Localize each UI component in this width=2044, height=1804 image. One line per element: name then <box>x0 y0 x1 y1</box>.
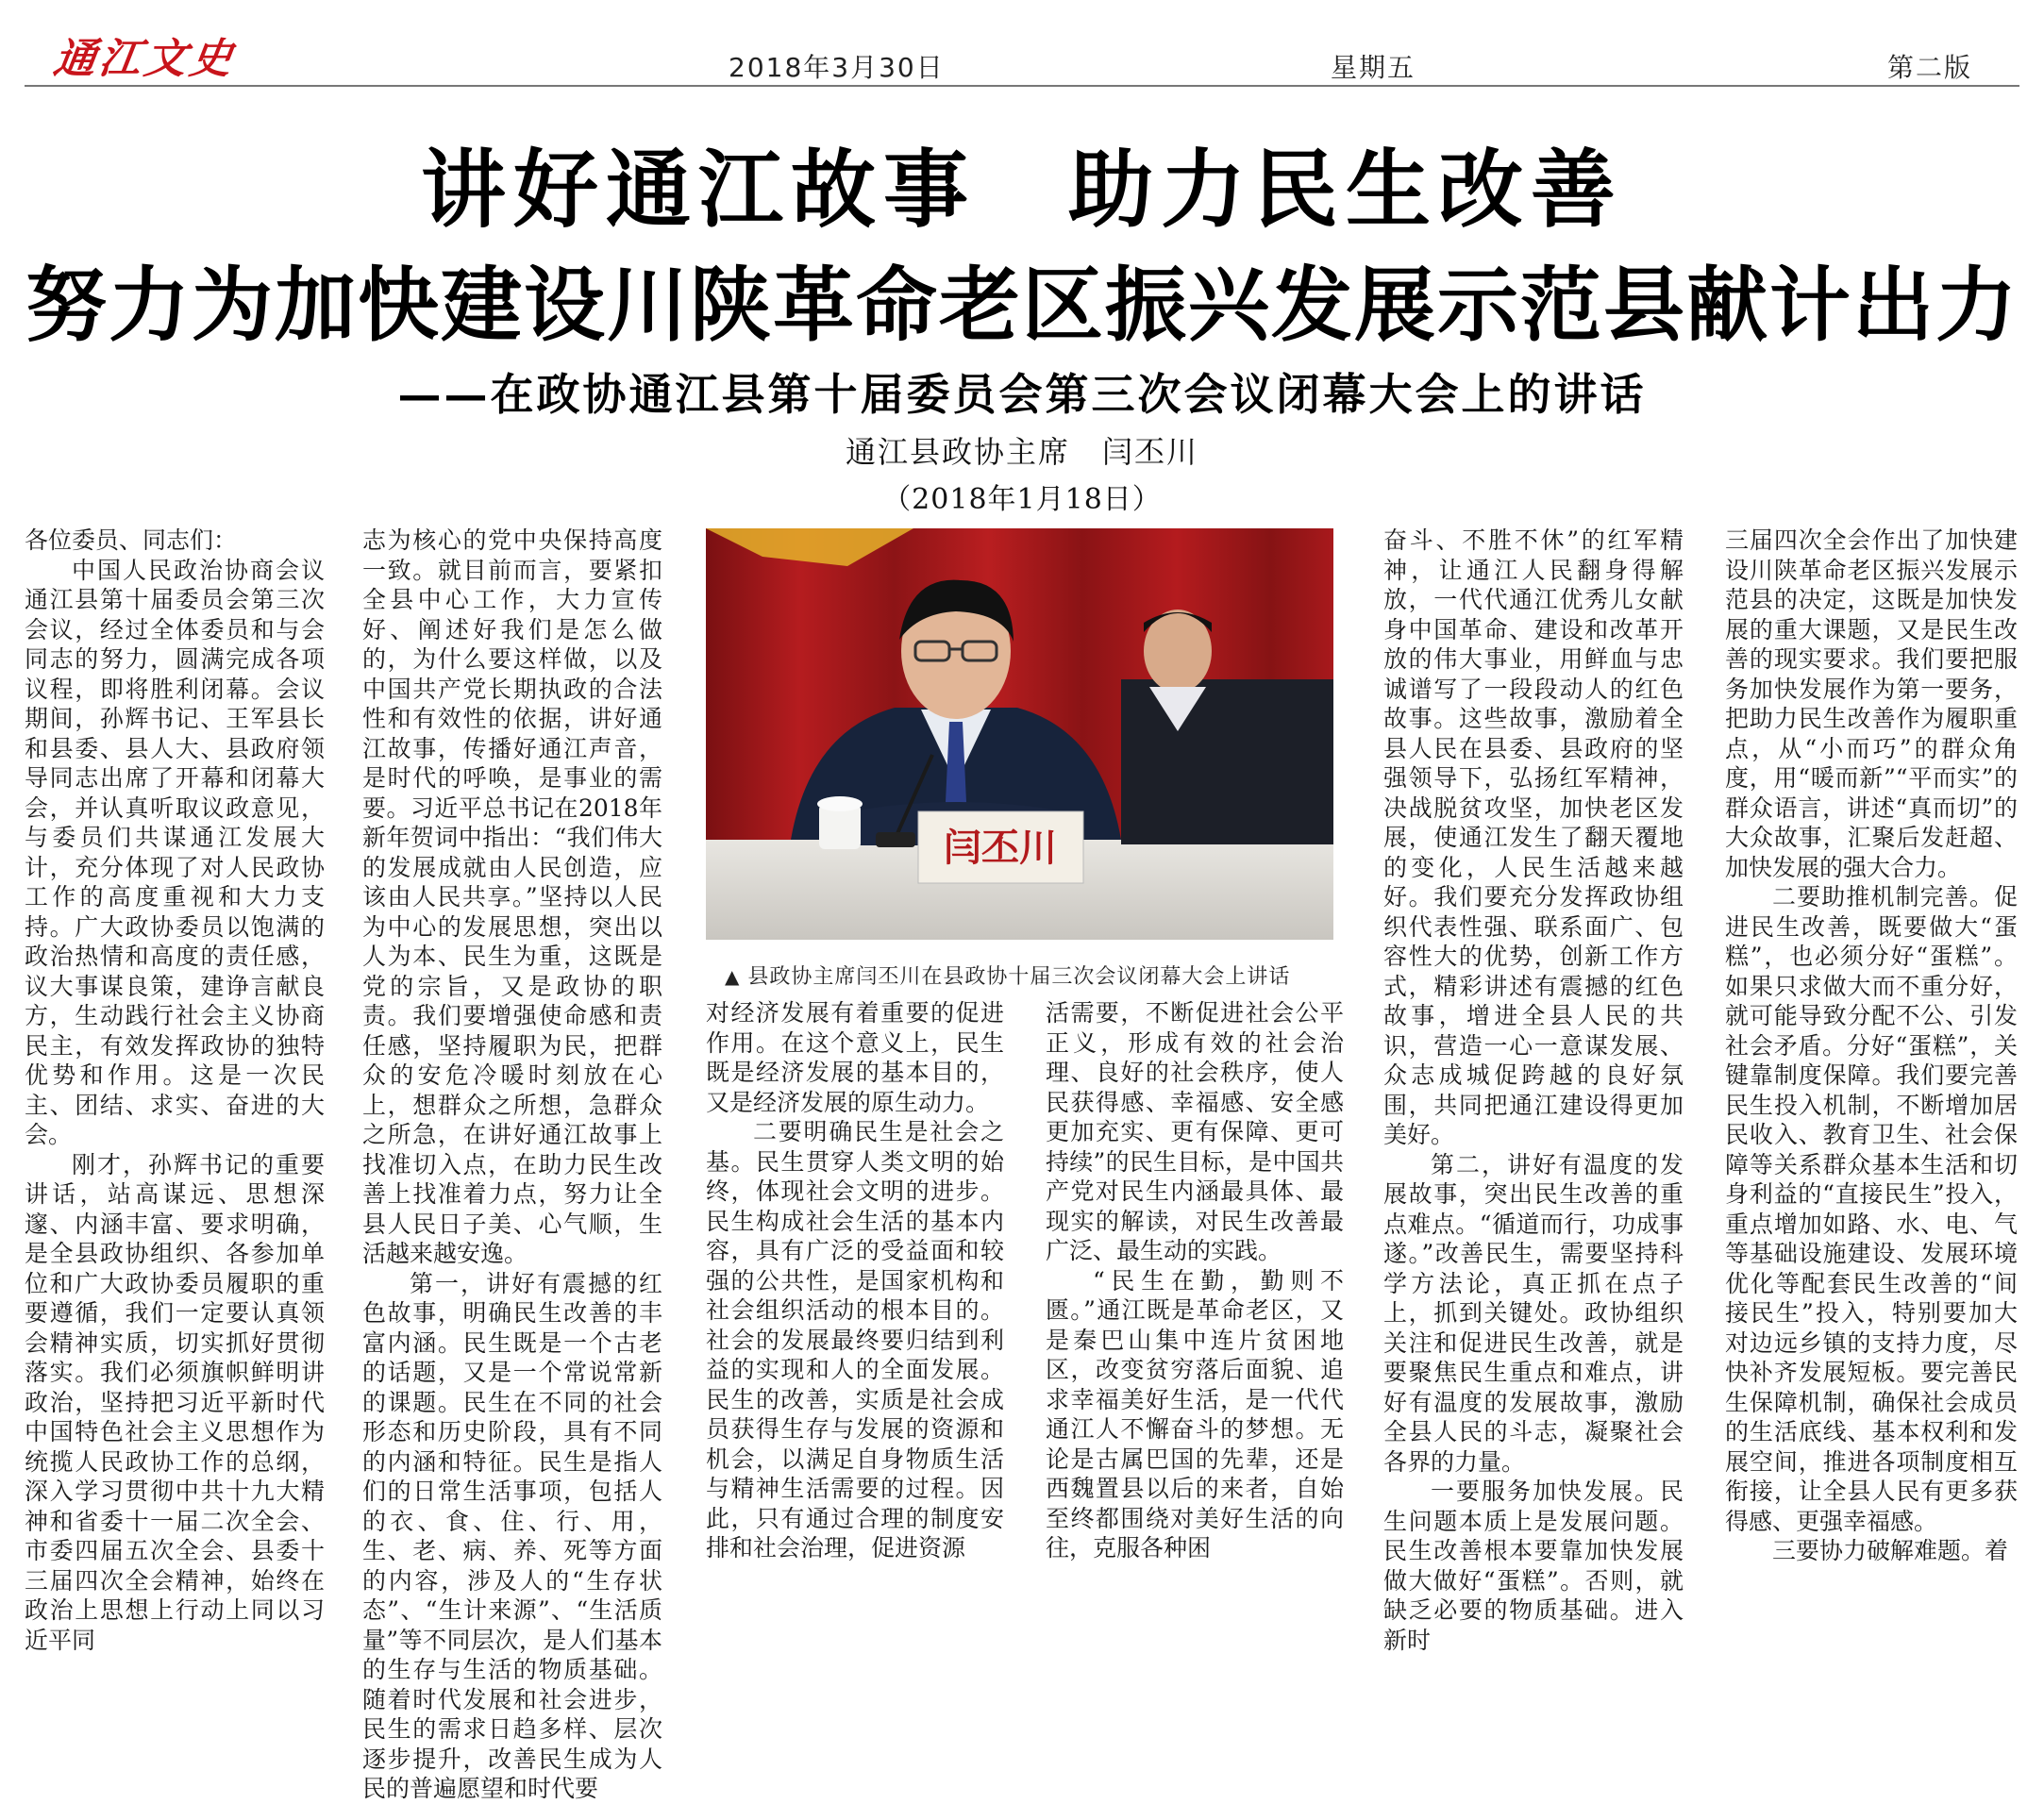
photo-caption-text: 县政协主席闫丕川在县政协十届三次会议闭幕大会上讲话 <box>747 965 1291 989</box>
article-paragraph: 中国人民政治协商会议通江县第十届委员会第三次会议，经过全体委员和与会同志的努力，圆满完成各项议程，即将胜利闭幕。会议期间，孙辉书记、王军县长和县委、县人大、县政府领导同志出席了开幕和闭幕大会，并认真听取议政意见，与委员们共谋通江发展大计，充分体现了对人民政协工作的高度重视和大力支持。广大政协委员以饱满的政治热情和高度的责任感，议大事谋良策，建诤言献良方，生动践行社会主义协商民主，有效发挥政协的独特优势和作用。这是一次民主、团结、求实、奋进的大会。 <box>25 556 325 1148</box>
triangle-icon: ▲ <box>725 965 741 988</box>
article-column-3 <box>706 998 1004 1562</box>
header-divider <box>25 85 2019 87</box>
article-column-2 <box>362 526 662 1802</box>
nameplate <box>918 811 1083 883</box>
article-paragraph: 各位委员、同志们： <box>25 526 238 554</box>
article-column-6 <box>1725 526 2018 1564</box>
article-paragraph: 第一，讲好有震撼的红色故事，明确民生改善的丰富内涵。民生既是一个古老的话题，又是一个常说常新的课题。民生在不同的社会形态和历史阶段，具有不同的内涵和特征。民生是指人们的日常生活事项，包括人的衣、食、住、行、用，生、老、病、养、死等方面的内容，涉及人的“生存状态”、“生计来源”、“生活质量”等不同层次，是人们基本的生存与生活的物质基础。随着时代发展和社会进步，民生的需求日趋多样、层次逐步提升，改善民生成为人民的普遍愿望和时代要 <box>362 1269 662 1802</box>
author-byline: 通江县政协主席 闫丕川 <box>845 434 1198 470</box>
headline-line-2: 努力为加快建设川陕革命老区振兴发展示范县献计出力 <box>25 258 2019 353</box>
newspaper-logo: 通江文史 <box>50 35 239 83</box>
article-paragraph: 二要明确民生是社会之基。民生贯穿人类文明的始终，体现社会文明的进步。民生构成社会生活的基本内容，具有广泛的受益面和较强的公共性，是国家机构和社会组织活动的根本目的。社会的发展最终要归结到利益的实现和人的全面发展。民生的改善，实质是社会成员获得生存与发展的资源和机会，以满足自身物质生活与精神生活需要的过程。因此，只有通过合理的制度安排和社会治理，促进资源 <box>706 1118 1004 1562</box>
edition-label: 第二版 <box>1887 52 1973 83</box>
headline-subtitle: ——在政协通江县第十届委员会第三次会议闭幕大会上的讲话 <box>397 369 1647 420</box>
article-paragraph: 活需要，不断促进社会公平正义，形成有效的社会治理、良好的社会秩序，使人民获得感、幸福感、安全感更加充实、更有保障、更可持续”的民生目标，是中国共产党对民生内涵最具体、最现实的解读，对民生改善最广泛、最生动的实践。 <box>1046 999 1344 1264</box>
article-paragraph: 一要服务加快发展。民生问题本质上是发展问题。民生改善根本要靠加快发展做大做好“蛋糕”。否则，就缺乏必要的物质基础。进入新时 <box>1383 1478 1684 1654</box>
article-paragraph: 三要协力破解难题。着 <box>1772 1537 2009 1564</box>
article-paragraph: 对经济发展有着重要的促进作用。在这个意义上，民生既是经济发展的基本目的，又是经济发展的原生动力。 <box>706 999 1004 1116</box>
article-column-4 <box>1046 998 1344 1562</box>
headline-line-1: 讲好通江故事 助力民生改善 <box>421 140 1623 240</box>
article-paragraph: 二要助推机制完善。促进民生改善，既要做大“蛋糕”，也必须分好“蛋糕”。如果只求做大而不重分好，就可能导致分配不公、引发社会矛盾。分好“蛋糕”，关键靠制度保障。我们要完善民生投入机制，不断增加居民收入、教育卫生、社会保障等关系群众基本生活和切身利益的“直接民生”投入，重点增加如路、水、电、气等基础设施建设、发展环境优化等配套民生改善的“间接民生”投入，特别要加大对边远乡镇的支持力度，尽快补齐发展短板。要完善民生保障机制，确保社会成员的生活底线、基本权利和发展空间，推进各项制度相互衔接，让全县人民有更多获得感、更强幸福感。 <box>1725 883 2018 1535</box>
table-cup <box>817 796 863 849</box>
article-paragraph: 志为核心的党中央保持高度一致。就目前而言，要紧扣全县中心工作，大力宣传好、阐述好我们是怎么做的，为什么要这样做，以及中国共产党长期执政的合法性和有效性的依据，讲好通江故事，传播好通江声音，是时代的呼唤，是事业的需要。习近平总书记在2018年新年贺词中指出：“我们伟大的发展成就由人民创造，应该由人民共享。”坚持以人民为中心的发展思想，突出以人为本、民生为重，这既是党的宗旨，又是政协的职责。我们要增强使命感和责任感，坚持履职为民，把群众的安危冷暖时刻放在心上，想群众之所想，急群众之所急，在讲好通江故事上找准切入点，在助力民生改善上找准着力点，努力让全县人民日子美、心气顺，生活越来越安逸。 <box>362 526 662 1267</box>
speaker-photo <box>706 528 1333 940</box>
speech-dateline: （2018年1月18日） <box>882 483 1162 516</box>
article-paragraph: 三届四次全会作出了加快建设川陕革命老区振兴发展示范县的决定，这既是加快发展的重大课题，又是民生改善的现实要求。我们要把服务加快发展作为第一要务，把助力民生改善作为履职重点，从“小而巧”的群众角度，用“暖而新”“平而实”的群众语言，讲述“真而切”的大众故事，汇聚后发赶超、加快发展的强大合力。 <box>1725 526 2018 881</box>
photo-caption <box>725 960 1290 990</box>
svg-text:闫丕川: 闫丕川 <box>944 826 1057 870</box>
issue-date: 2018年3月30日 <box>729 52 945 83</box>
article-column-5 <box>1383 526 1684 1654</box>
issue-weekday: 星期五 <box>1331 52 1416 83</box>
article-paragraph: 第二，讲好有温度的发展故事，突出民生改善的重点难点。“循道而行，功成事遂。”改善民生，需要坚持科学方法论，真正抓在点子上，抓到关键处。政协组织关注和促进民生改善，就是要聚焦民生重点和难点，讲好有温度的发展故事，激励全县人民的斗志，凝聚社会各界的力量。 <box>1383 1150 1684 1476</box>
article-column-1 <box>25 526 325 1654</box>
article-paragraph: 刚才，孙辉书记的重要讲话，站高谋远、思想深邃、内涵丰富、要求明确，是全县政协组织、各参加单位和广大政协委员履职的重要遵循，我们一定要认真领会精神实质，切实抓好贯彻落实。我们必须旗帜鲜明讲政治，坚持把习近平新时代中国特色社会主义思想作为统揽人民政协工作的总纲，深入学习贯彻中共十九大精神和省委十一届二次全会、市委四届五次全会、县委十三届四次全会精神，始终在政治上思想上行动上同以习近平同 <box>25 1150 325 1654</box>
article-paragraph: 奋斗、不胜不休”的红军精神，让通江人民翻身得解放，一代代通江优秀儿女献身中国革命、建设和改革开放的伟大事业，用鲜血与忠诚谱写了一段段动人的红色故事。这些故事，激励着全县人民在县委、县政府的坚强领导下，弘扬红军精神，决战脱贫攻坚，加快老区发展，使通江发生了翻天覆地的变化，人民生活越来越好。我们要充分发挥政协组织代表性强、联系面广、包容性大的优势，创新工作方式，精彩讲述有震撼的红色故事，增进全县人民的共识，营造一心一意谋发展、众志成城促跨越的良好氛围，共同把通江建设得更加美好。 <box>1383 526 1684 1148</box>
article-paragraph: “民生在勤，勤则不匮。”通江既是革命老区，又是秦巴山集中连片贫困地区，改变贫穷落后面貌、追求幸福美好生活，是一代代通江人不懈奋斗的梦想。无论是古属巴国的先辈，还是西魏置县以后的来者，自始至终都围绕对美好生活的向往，克服各种困 <box>1046 1266 1344 1562</box>
